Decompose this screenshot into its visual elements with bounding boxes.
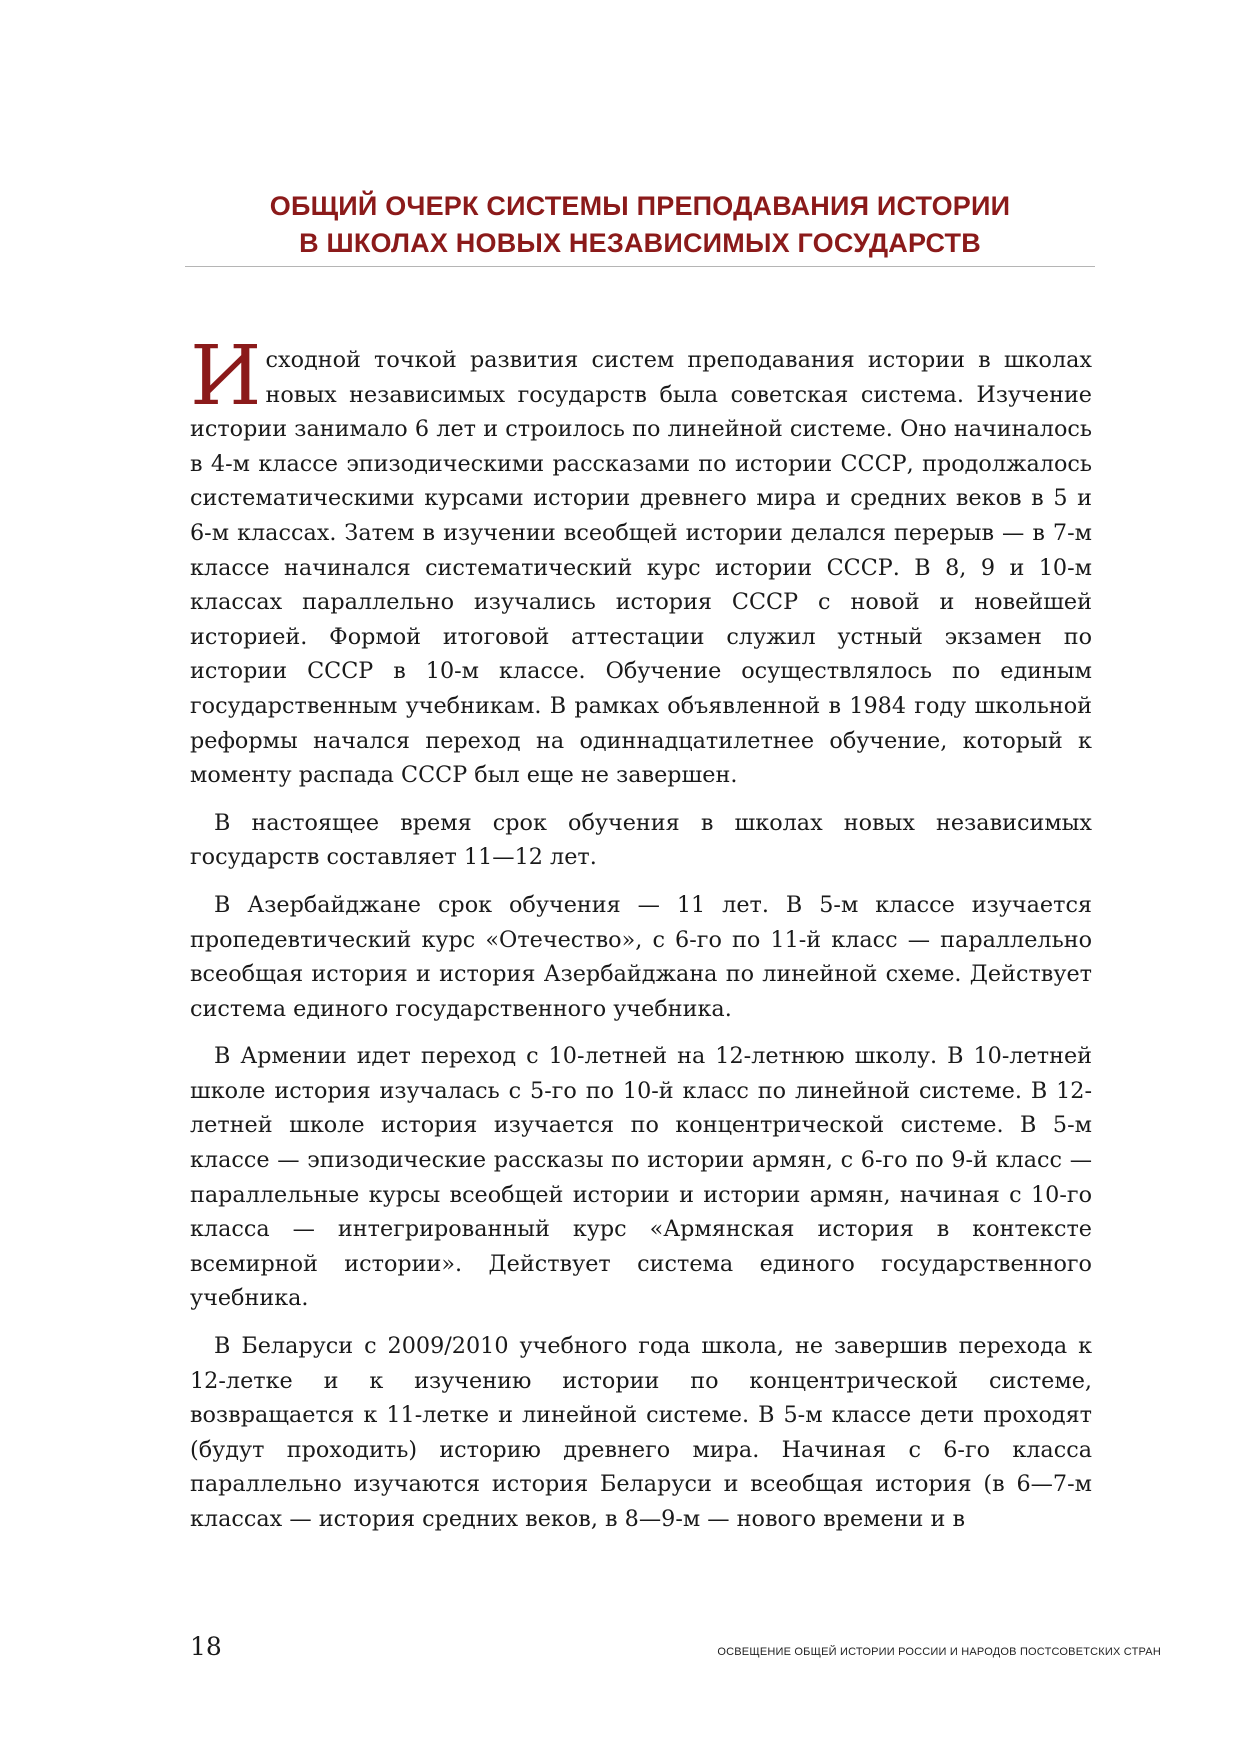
paragraph-3: В Азербайджане срок обучения — 11 лет. В 5-м классе изучается пропедевтический курс «Отечество», с 6-го по 11-й класс — параллельно всеобщая история и история Азербайджана по линейной схеме. Действует система единого государственного учебника. xyxy=(190,891,1092,1022)
chapter-title xyxy=(185,188,1095,262)
paragraph-4: В Армении идет переход с 10-летней на 12-летнюю школу. В 10-летней школе история изучалась с 5-го по 10-й класс по линейной системе. В 12-летней школе история изучается по концентрической системе. В 5-м классе — эпизодические рассказы по истории армян, с 6-го по 9-й класс — параллельные курсы всеобщей истории и истории армян, начиная с 10-го класса — интегрированный курс «Армянская история в контексте всемирной истории». Действует система единого государственного учебника. xyxy=(190,1043,1092,1312)
body-text xyxy=(190,329,1092,1550)
paragraph-1-text: сходной точкой развития систем преподавания истории в школах новых независимых государств была советская система. Изучение истории занимало 6 лет и строилось по линейной системе. Оно начиналось в 4-м классе эпизодическими рассказами по истории СССР, продолжалось систематическими курсами истории древнего мира и средних веков в 5 и 6-м классах. Затем в изучении всеобщей истории делался перерыв — в 7-м классе начинался систематический курс истории СССР. В 8, 9 и 10-м классах параллельно изучались история СССР с новой и новейшей историей. Формой итоговой аттестации служил устный экзамен по истории СССР в 10-м классе. Обучение осуществлялось по единым государственным учебникам. В рамках объявленной в 1984 году школьной реформы начался переход на одиннадцатилетнее обучение, который к моменту распада СССР был еще не завершен. xyxy=(190,347,1092,789)
chapter-title-line-2: В ШКОЛАХ НОВЫХ НЕЗАВИСИМЫХ ГОСУДАРСТВ xyxy=(299,228,981,258)
drop-cap: И xyxy=(190,329,262,424)
title-divider xyxy=(185,266,1095,267)
paragraph-2: В настоящее время срок обучения в школах новых независимых государств составляет 11—12 лет. xyxy=(190,809,1092,871)
page-number: 18 xyxy=(190,1632,222,1661)
paragraph-5: В Беларуси с 2009/2010 учебного года школа, не завершив перехода к 12-летке и к изучению истории по концентрической системе, возвращается к 11-летке и линейной системе. В 5-м классе дети проходят (будут проходить) историю древнего мира. Начиная с 6-го класса параллельно изучаются история Беларуси и всеобщая история (в 6—7-м классах — история средних веков, в 8—9-м — нового времени и в xyxy=(190,1333,1092,1532)
paragraph-1 xyxy=(190,329,1092,793)
running-footer-title: ОСВЕЩЕНИЕ ОБЩЕЙ ИСТОРИИ РОССИИ И НАРОДОВ ПОСТСОВЕТСКИХ СТРАН xyxy=(717,1646,1161,1658)
chapter-title-line-1: ОБЩИЙ ОЧЕРК СИСТЕМЫ ПРЕПОДАВАНИЯ ИСТОРИИ xyxy=(269,191,1011,221)
